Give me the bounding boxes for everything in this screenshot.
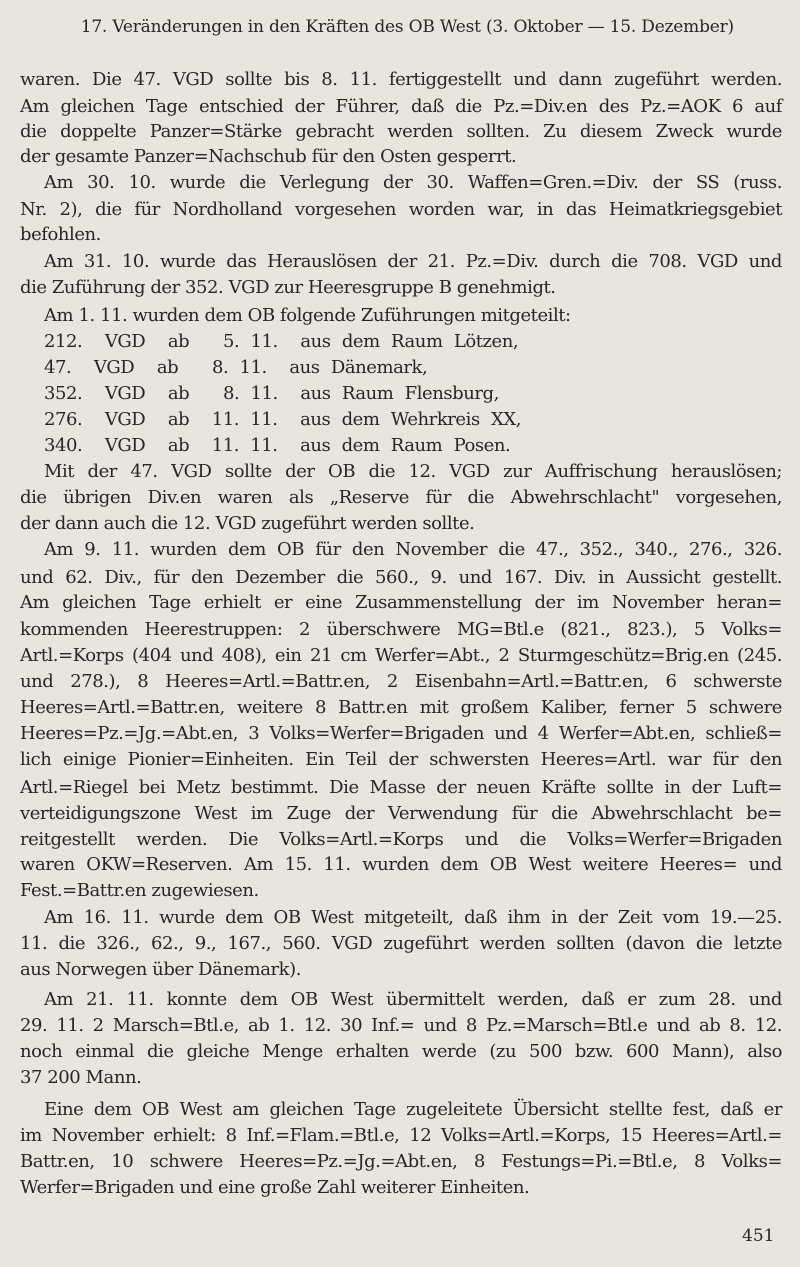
text-line: die doppelte Panzer=Stärke gebracht werden sollten. Zu diesem Zweck wurde [20,121,782,142]
text-line: 11. die 326., 62., 9., 167., 560. VGD zugeführt werden sollten (davon die letzte [20,933,782,954]
text-line: reitgestellt werden. Die Volks=Artl.=Korps und die Volks=Werfer=Brigaden [20,829,782,850]
text-line: Am 1. 11. wurden dem OB folgende Zuführungen mitgeteilt: [44,305,571,326]
text-line: Fest.=Battr.en zugewiesen. [20,880,259,901]
text-line: der dann auch die 12. VGD zugeführt werden sollte. [20,513,475,534]
text-line: befohlen. [20,224,101,245]
text-line: Battr.en, 10 schwere Heeres=Pz.=Jg.=Abt.en, 8 Festungs=Pi.=Btl.e, 8 Volks= [20,1151,782,1172]
text-line: verteidigungszone West im Zuge der Verwendung für die Abwehrschlacht be= [20,803,782,824]
text-line: Werfer=Brigaden und eine große Zahl weiterer Einheiten. [20,1177,530,1198]
text-line: und 278.), 8 Heeres=Artl.=Battr.en, 2 Eisenbahn=Artl.=Battr.en, 6 schwerste [20,671,782,692]
text-line: lich einige Pionier=Einheiten. Ein Teil der schwersten Heeres=Artl. war für den [20,749,782,770]
text-line: Am gleichen Tage entschied der Führer, daß die Pz.=Div.en des Pz.=AOK 6 auf [20,96,782,117]
list-item: 212. VGD ab 5. 11. aus dem Raum Lötzen, [44,331,519,352]
text-line: noch einmal die gleiche Menge erhalten werde (zu 500 bzw. 600 Mann), also [20,1041,782,1062]
running-header: 17. Veränderungen in den Kräften des OB West (3. Oktober — 15. Dezember) [80,17,734,37]
list-item: 276. VGD ab 11. 11. aus dem Wehrkreis XX, [44,409,522,430]
list-item: 47. VGD ab 8. 11. aus Dänemark, [44,357,428,378]
text-line: im November erhielt: 8 Inf.=Flam.=Btl.e, 12 Volks=Artl.=Korps, 15 Heeres=Artl.= [20,1125,782,1146]
text-line: Artl.=Riegel bei Metz bestimmt. Die Masse der neuen Kräfte sollte in der Luft= [20,777,782,798]
list-item: 352. VGD ab 8. 11. aus Raum Flensburg, [44,383,499,404]
text-line: Am 30. 10. wurde die Verlegung der 30. Waffen=Gren.=Div. der SS (russ. [44,172,782,193]
text-line: Nr. 2), die für Nordholland vorgesehen worden war, in das Heimatkriegsgebiet [20,199,782,220]
text-line: kommenden Heerestruppen: 2 überschwere MG=Btl.e (821., 823.), 5 Volks= [20,619,782,640]
page-number: 451 [742,1226,775,1246]
text-line: Heeres=Artl.=Battr.en, weitere 8 Battr.en mit großem Kaliber, ferner 5 schwere [20,697,782,718]
text-line: Heeres=Pz.=Jg.=Abt.en, 3 Volks=Werfer=Brigaden und 4 Werfer=Abt.en, schließ= [20,723,782,744]
text-line: waren OKW=Reserven. Am 15. 11. wurden dem OB West weitere Heeres= und [20,854,782,875]
text-line: die übrigen Div.en waren als „Reserve für die Abwehrschlacht" vorgesehen, [20,487,782,508]
text-line: der gesamte Panzer=Nachschub für den Osten gesperrt. [20,146,517,167]
list-item: 340. VGD ab 11. 11. aus dem Raum Posen. [44,435,511,456]
text-line: Am 21. 11. konnte dem OB West übermittelt werden, daß er zum 28. und [44,989,782,1010]
text-line: Eine dem OB West am gleichen Tage zugeleitete Übersicht stellte fest, daß er [44,1099,782,1120]
text-line: und 62. Div., für den Dezember die 560., 9. und 167. Div. in Aussicht gestellt. [20,567,782,588]
text-line: aus Norwegen über Dänemark). [20,959,301,980]
text-line: Am 9. 11. wurden dem OB für den November die 47., 352., 340., 276., 326. [44,539,782,560]
text-line: 37 200 Mann. [20,1067,142,1088]
text-line: waren. Die 47. VGD sollte bis 8. 11. fertiggestellt und dann zugeführt werden. [20,69,782,90]
text-line: Mit der 47. VGD sollte der OB die 12. VGD zur Auffrischung herauslösen; [44,461,782,482]
text-line: 29. 11. 2 Marsch=Btl.e, ab 1. 12. 30 Inf.= und 8 Pz.=Marsch=Btl.e und ab 8. 12. [20,1015,782,1036]
text-line: Artl.=Korps (404 und 408), ein 21 cm Werfer=Abt., 2 Sturmgeschütz=Brig.en (245. [20,645,782,666]
text-line: die Zuführung der 352. VGD zur Heeresgruppe B genehmigt. [20,277,556,298]
text-line: Am 16. 11. wurde dem OB West mitgeteilt, daß ihm in der Zeit vom 19.—25. [44,907,782,928]
text-line: Am gleichen Tage erhielt er eine Zusammenstellung der im November heran= [20,592,782,613]
text-line: Am 31. 10. wurde das Herauslösen der 21. Pz.=Div. durch die 708. VGD und [44,251,782,272]
